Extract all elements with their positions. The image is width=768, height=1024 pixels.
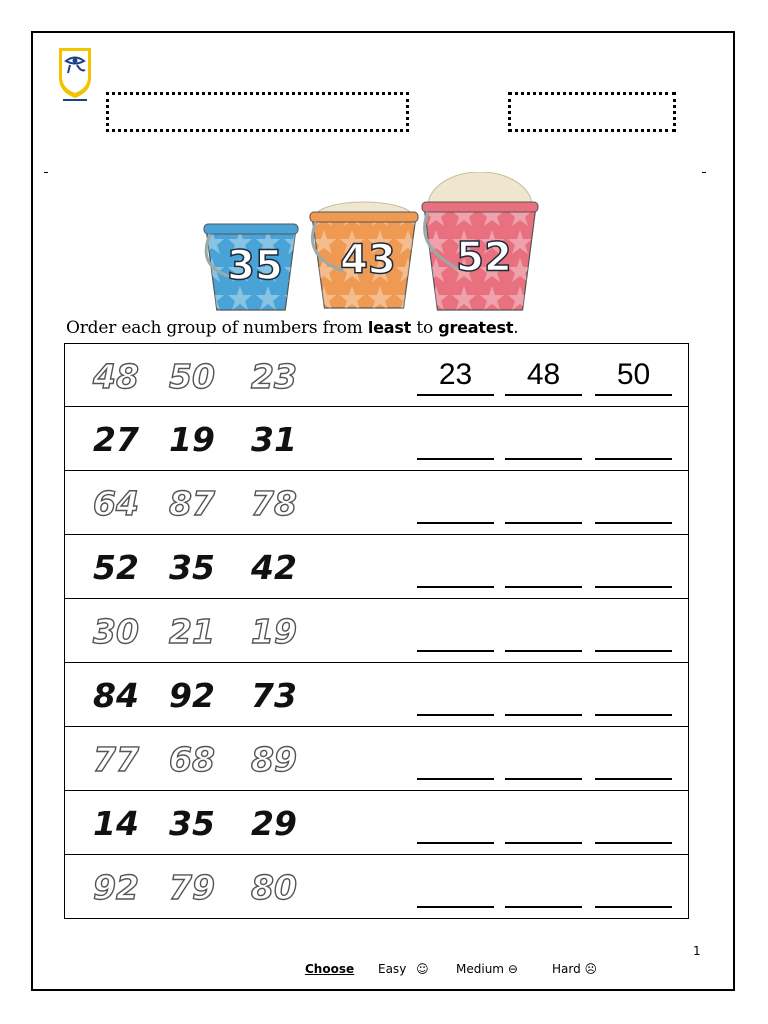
number-3: 42 (251, 548, 297, 587)
frown-icon: ☹ (584, 962, 598, 976)
answer-blank-3[interactable] (595, 458, 672, 460)
bucket (310, 202, 418, 308)
answer-blank-1[interactable] (417, 586, 494, 588)
number-3: 31 (251, 420, 297, 459)
number-1: 27 (93, 420, 139, 459)
bucket (422, 172, 538, 310)
table-row (65, 534, 688, 598)
table-row (65, 726, 688, 790)
choose-label: Choose (305, 962, 355, 976)
answer-blank-1[interactable] (417, 458, 494, 460)
answer-blank-3[interactable] (595, 522, 672, 524)
table-row (65, 662, 688, 726)
number-1: 92 (93, 868, 139, 907)
answer-blank-3[interactable] (595, 778, 672, 780)
number-2: 35 (169, 804, 215, 843)
answer-blank-2[interactable] (505, 778, 582, 780)
answer-blank-2[interactable] (505, 586, 582, 588)
answer-blank-1[interactable] (417, 650, 494, 652)
number-3: 89 (251, 740, 297, 779)
bucket-rim (310, 212, 418, 222)
number-3: 23 (251, 357, 297, 396)
table-row (65, 406, 688, 470)
bucket-number: 35 (227, 242, 283, 289)
number-3: 73 (251, 676, 297, 715)
difficulty-easy[interactable]: Easy ☺ (378, 962, 429, 976)
number-1: 52 (93, 548, 139, 587)
number-2: 87 (169, 484, 215, 523)
answer-blank-1[interactable] (417, 842, 494, 844)
number-3: 29 (251, 804, 297, 843)
name-field[interactable] (106, 92, 409, 132)
answer-1: 23 (438, 358, 473, 391)
number-1: 84 (93, 676, 139, 715)
table-row (65, 344, 688, 406)
answer-blank-3[interactable] (595, 586, 672, 588)
margin-mark-left (44, 172, 48, 173)
bucket-rim (422, 202, 538, 212)
answer-blank-2[interactable] (505, 394, 582, 396)
number-3: 80 (251, 868, 297, 907)
ordering-table (64, 343, 689, 919)
table-row (65, 470, 688, 534)
number-2: 50 (169, 357, 215, 396)
instruction-text: Order each group of numbers from least to greatest. (66, 318, 519, 338)
number-2: 19 (169, 420, 215, 459)
number-2: 21 (169, 612, 215, 651)
answer-blank-2[interactable] (505, 842, 582, 844)
answer-blank-3[interactable] (595, 650, 672, 652)
number-2: 79 (169, 868, 215, 907)
bucket-number: 43 (340, 237, 396, 284)
answer-blank-3[interactable] (595, 842, 672, 844)
answer-blank-3[interactable] (595, 714, 672, 716)
answer-blank-3[interactable] (595, 394, 672, 396)
difficulty-hard[interactable]: Hard ☹ (552, 962, 598, 976)
table-row (65, 598, 688, 662)
bucket (204, 224, 298, 310)
bucket-number: 52 (456, 234, 512, 281)
school-logo (55, 44, 95, 104)
difficulty-medium[interactable]: Medium ⊖ (456, 962, 518, 976)
answer-3: 50 (616, 358, 651, 391)
smile-icon: ☺ (416, 962, 429, 976)
answer-blank-1[interactable] (417, 394, 494, 396)
answer-blank-2[interactable] (505, 522, 582, 524)
sand-buckets-illustration (198, 172, 543, 314)
answer-blank-1[interactable] (417, 906, 494, 908)
bucket-rim (204, 224, 298, 234)
answer-blank-1[interactable] (417, 714, 494, 716)
answer-2: 48 (526, 358, 561, 391)
page-number: 1 (693, 944, 701, 958)
table-row (65, 790, 688, 854)
number-3: 78 (251, 484, 297, 523)
margin-mark-right (702, 172, 706, 173)
number-2: 68 (169, 740, 215, 779)
number-1: 48 (93, 357, 139, 396)
number-1: 77 (93, 740, 139, 779)
answer-blank-2[interactable] (505, 906, 582, 908)
table-row (65, 854, 688, 918)
number-2: 92 (169, 676, 215, 715)
number-1: 30 (93, 612, 139, 651)
number-1: 14 (93, 804, 139, 843)
answer-blank-2[interactable] (505, 458, 582, 460)
answer-blank-1[interactable] (417, 522, 494, 524)
neutral-face-icon: ⊖ (507, 962, 518, 976)
answer-blank-2[interactable] (505, 650, 582, 652)
answer-blank-2[interactable] (505, 714, 582, 716)
date-field[interactable] (508, 92, 676, 132)
number-1: 64 (93, 484, 139, 523)
answer-blank-1[interactable] (417, 778, 494, 780)
number-3: 19 (251, 612, 297, 651)
number-2: 35 (169, 548, 215, 587)
answer-blank-3[interactable] (595, 906, 672, 908)
